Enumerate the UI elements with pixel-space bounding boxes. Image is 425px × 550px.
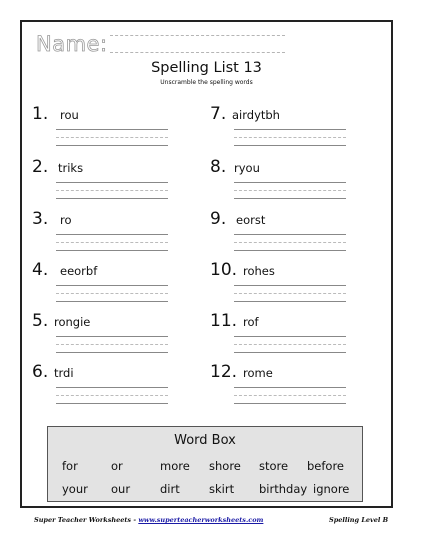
answer-base-line: [234, 403, 346, 404]
scrambled-word: ryou: [234, 161, 260, 175]
answer-line[interactable]: [234, 285, 346, 286]
answer-base-line: [56, 198, 168, 199]
word-box-word: before: [307, 459, 345, 473]
answer-guide-line: [234, 190, 346, 191]
item-number: 6.: [32, 362, 49, 382]
spelling-item-10: [210, 262, 360, 310]
answer-line[interactable]: [56, 387, 168, 388]
item-number: 10.: [210, 260, 238, 280]
answer-guide-line: [56, 344, 168, 345]
answer-line[interactable]: [56, 129, 168, 130]
answer-guide-line: [234, 395, 346, 396]
spelling-item-3: [32, 211, 182, 259]
answer-line[interactable]: [234, 234, 346, 235]
answer-base-line: [56, 301, 168, 302]
word-box-word: or: [111, 459, 123, 473]
answer-base-line: [234, 250, 346, 251]
page-subtitle: Unscramble the spelling words: [160, 79, 253, 86]
scrambled-word: rome: [243, 366, 273, 380]
answer-base-line: [56, 250, 168, 251]
scrambled-word: rohes: [243, 264, 275, 278]
name-write-line: [110, 52, 285, 53]
scrambled-word: eorst: [236, 213, 266, 227]
scrambled-word: rongie: [54, 315, 91, 329]
spelling-item-11: [210, 313, 360, 361]
item-number: 11.: [210, 311, 238, 331]
word-box-word: shore: [209, 459, 241, 473]
spelling-item-6: [32, 364, 182, 412]
page-title: Spelling List 13: [151, 60, 262, 76]
answer-base-line: [234, 301, 346, 302]
footer-credit-text: Super Teacher Worksheets -: [34, 516, 139, 524]
word-box-word: skirt: [209, 482, 235, 496]
word-box-word: our: [111, 482, 131, 496]
answer-line[interactable]: [234, 182, 346, 183]
answer-guide-line: [234, 293, 346, 294]
word-box-word: ignore: [313, 482, 350, 496]
item-number: 12.: [210, 362, 238, 382]
answer-guide-line: [56, 242, 168, 243]
footer-level: Spelling Level B: [329, 516, 389, 524]
scrambled-word: airdytbh: [232, 108, 280, 122]
word-box-title: Word Box: [174, 433, 236, 448]
answer-line[interactable]: [56, 285, 168, 286]
word-box-word: dirt: [160, 482, 180, 496]
answer-line[interactable]: [234, 336, 346, 337]
spelling-item-8: [210, 159, 360, 207]
answer-base-line: [234, 352, 346, 353]
answer-guide-line: [234, 137, 346, 138]
word-box-word: your: [62, 482, 88, 496]
item-number: 2.: [32, 157, 49, 177]
item-number: 4.: [32, 260, 49, 280]
spelling-item-12: [210, 364, 360, 412]
spelling-item-1: [32, 106, 182, 154]
answer-base-line: [56, 403, 168, 404]
answer-line[interactable]: [234, 129, 346, 130]
item-number: 3.: [32, 209, 49, 229]
scrambled-word: rou: [60, 108, 79, 122]
answer-guide-line: [56, 190, 168, 191]
scrambled-word: rof: [243, 315, 259, 329]
scrambled-word: trdi: [54, 366, 74, 380]
word-box-word: more: [160, 459, 190, 473]
answer-line[interactable]: [234, 387, 346, 388]
word-box-word: for: [62, 459, 78, 473]
answer-guide-line: [56, 395, 168, 396]
item-number: 5.: [32, 311, 49, 331]
answer-base-line: [234, 145, 346, 146]
spelling-item-9: [210, 211, 360, 259]
answer-guide-line: [234, 242, 346, 243]
spelling-item-2: [32, 159, 182, 207]
name-label: Name:: [36, 32, 108, 56]
answer-line[interactable]: [56, 182, 168, 183]
answer-line[interactable]: [56, 234, 168, 235]
spelling-item-5: [32, 313, 182, 361]
footer-website-link[interactable]: www.superteacherworksheets.com: [138, 516, 264, 524]
answer-line[interactable]: [56, 336, 168, 337]
item-number: 8.: [210, 157, 227, 177]
item-number: 1.: [32, 104, 49, 124]
word-box: [47, 426, 363, 502]
answer-base-line: [56, 352, 168, 353]
item-number: 7.: [210, 104, 227, 124]
answer-guide-line: [56, 293, 168, 294]
scrambled-word: triks: [58, 161, 84, 175]
answer-base-line: [56, 145, 168, 146]
spelling-item-7: [210, 106, 360, 154]
footer-credit: [34, 517, 263, 524]
scrambled-word: eeorbf: [60, 264, 98, 278]
spelling-item-4: [32, 262, 182, 310]
answer-guide-line: [234, 344, 346, 345]
answer-guide-line: [56, 137, 168, 138]
word-box-word: birthday: [259, 482, 308, 496]
worksheet-page: [20, 20, 393, 508]
answer-base-line: [234, 198, 346, 199]
word-box-word: store: [259, 459, 289, 473]
scrambled-word: ro: [60, 213, 72, 227]
name-guide-line: [110, 35, 285, 36]
item-number: 9.: [210, 209, 227, 229]
